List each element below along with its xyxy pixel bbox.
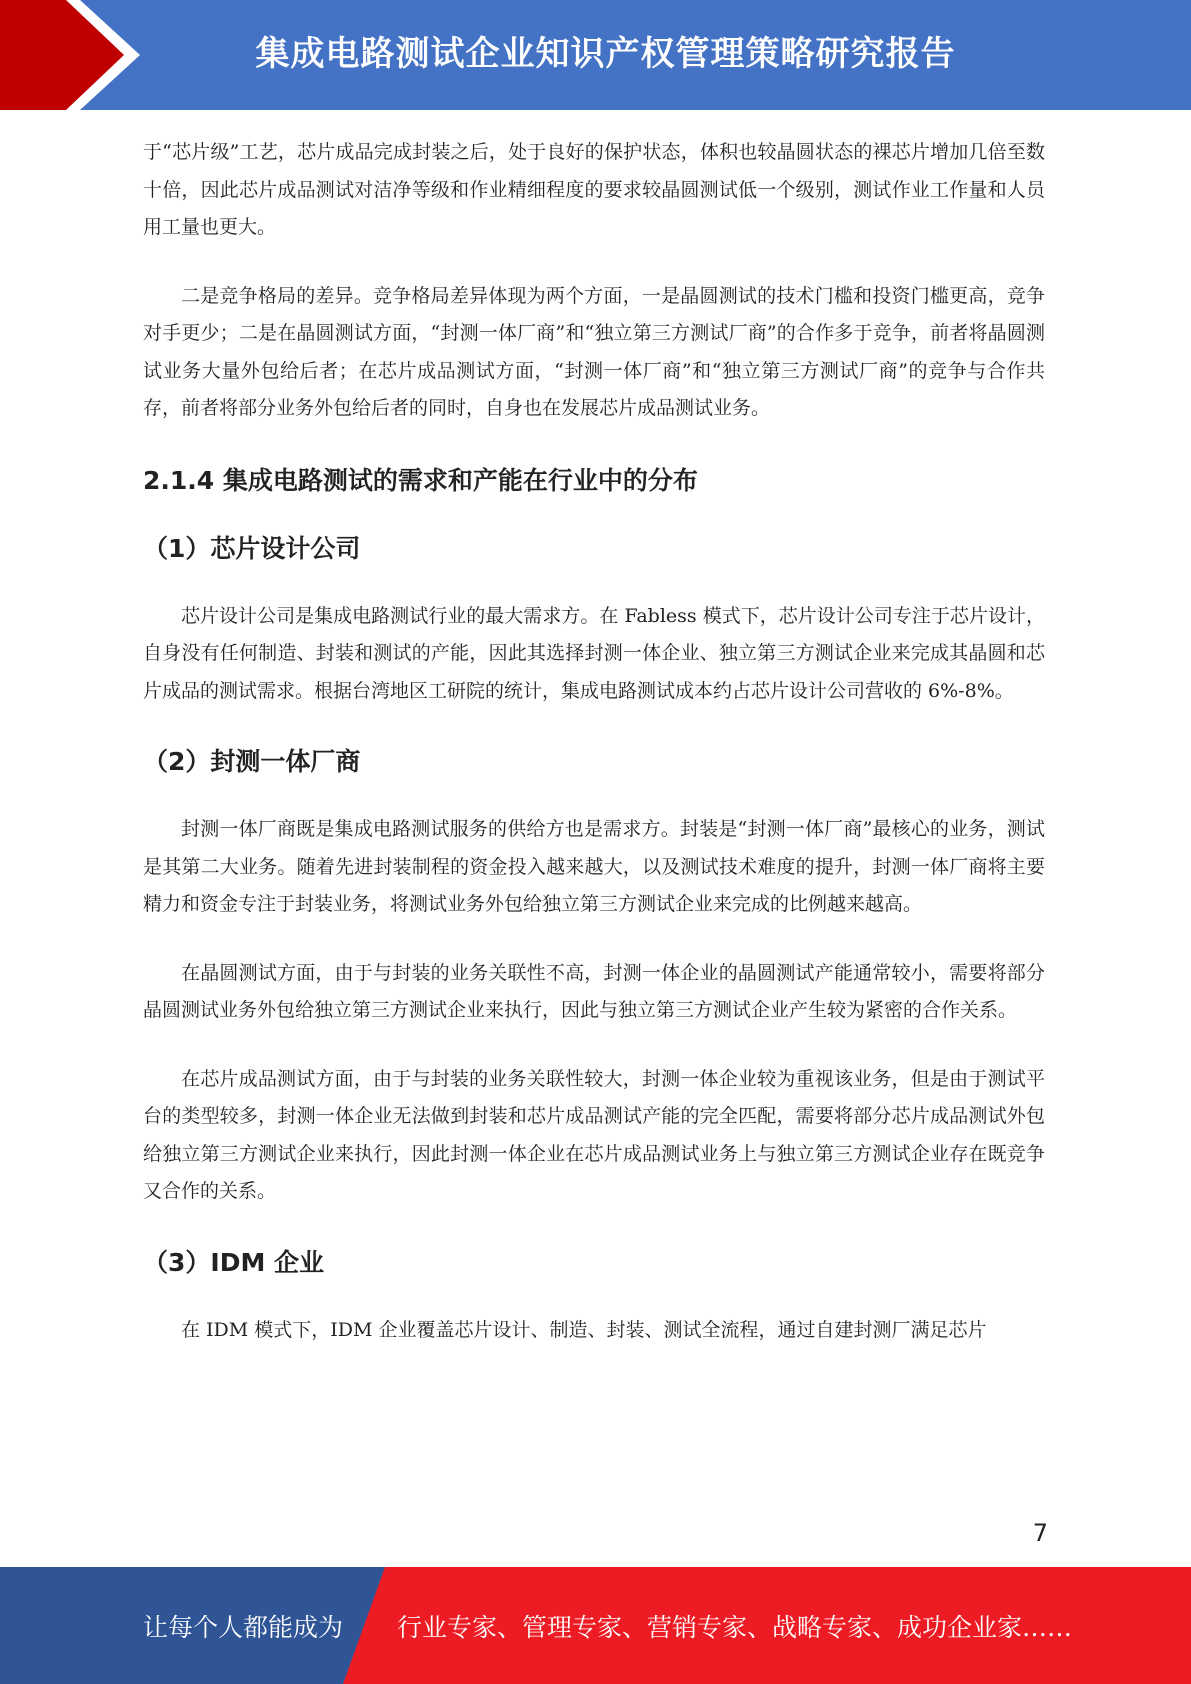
paragraph-competition: 二是竞争格局的差异。竞争格局差异体现为两个方面，一是晶圆测试的技术门槛和投资门槛更高，竞争对手更少；二是在晶圆测试方面，“封测一体厂商”和“独立第三方测试厂商”的合作多于竞争，前者将晶圆测试业务大量外包给后者；在芯片成品测试方面，“封测一体厂商”和“独立第三方测试厂商”的竞争与合作共存，前者将部分业务外包给后者的同时，自身也在发展芯片成品测试业务。	[143, 284, 1045, 419]
paragraph-chip-design: 芯片设计公司是集成电路测试行业的最大需求方。在 Fabless 模式下，芯片设计公司专注于芯片设计，自身没有任何制造、封装和测试的产能，因此其选择封测一体企业、独立第三方测试企业来完成其晶圆和芯片成品的测试需求。根据台湾地区工研院的统计，集成电路测试成本约占芯片设计公司营收的 6%-8%。	[143, 604, 1045, 702]
subheading-osat: （2）封测一体厂商	[143, 747, 361, 776]
subheading-chip-design: （1）芯片设计公司	[143, 533, 361, 563]
page-body	[143, 134, 1045, 1349]
footer-slogan-right: 行业专家、管理专家、营销专家、战略专家、成功企业家……	[397, 1613, 1073, 1642]
footer-slogan-left: 让每个人都能成为	[143, 1613, 344, 1642]
subheading-idm: （3）IDM 企业	[143, 1247, 325, 1277]
page-number: 7	[1032, 1519, 1048, 1547]
paragraph-continued: 于“芯片级”工艺，芯片成品完成封装之后，处于良好的保护状态，体积也较晶圆状态的裸芯片增加几倍至数十倍，因此芯片成品测试对洁净等级和作业精细程度的要求较晶圆测试低一个级别，测试作业工作量和人员用工量也更大。	[143, 141, 1045, 238]
paragraph-idm: 在 IDM 模式下，IDM 企业覆盖芯片设计、制造、封装、测试全流程，通过自建封测厂满足芯片	[181, 1318, 987, 1341]
paragraph-wafer-test: 在晶圆测试方面，由于与封装的业务关联性不高，封测一体企业的晶圆测试产能通常较小，需要将部分晶圆测试业务外包给独立第三方测试企业来执行，因此与独立第三方测试企业产生较为紧密的合作关系。	[143, 961, 1045, 1021]
document-title: 集成电路测试企业知识产权管理策略研究报告	[255, 34, 956, 74]
paragraph-osat: 封测一体厂商既是集成电路测试服务的供给方也是需求方。封装是“封测一体厂商”最核心的业务，测试是其第二大业务。随着先进封装制程的资金投入越来越大，以及测试技术难度的提升，封测一体厂商将主要精力和资金专注于封装业务，将测试业务外包给独立第三方测试企业来完成的比例越来越高。	[143, 818, 1045, 915]
section-heading: 2.1.4 集成电路测试的需求和产能在行业中的分布	[143, 465, 698, 495]
page-header	[0, 0, 1191, 110]
page-footer	[0, 1567, 1191, 1684]
paragraph-final-test: 在芯片成品测试方面，由于与封装的业务关联性较大，封测一体企业较为重视该业务，但是由于测试平台的类型较多，封测一体企业无法做到封装和芯片成品测试产能的完全匹配，需要将部分芯片成品测试外包给独立第三方测试企业来执行，因此封测一体企业在芯片成品测试业务上与独立第三方测试企业存在既竞争又合作的关系。	[143, 1067, 1045, 1202]
